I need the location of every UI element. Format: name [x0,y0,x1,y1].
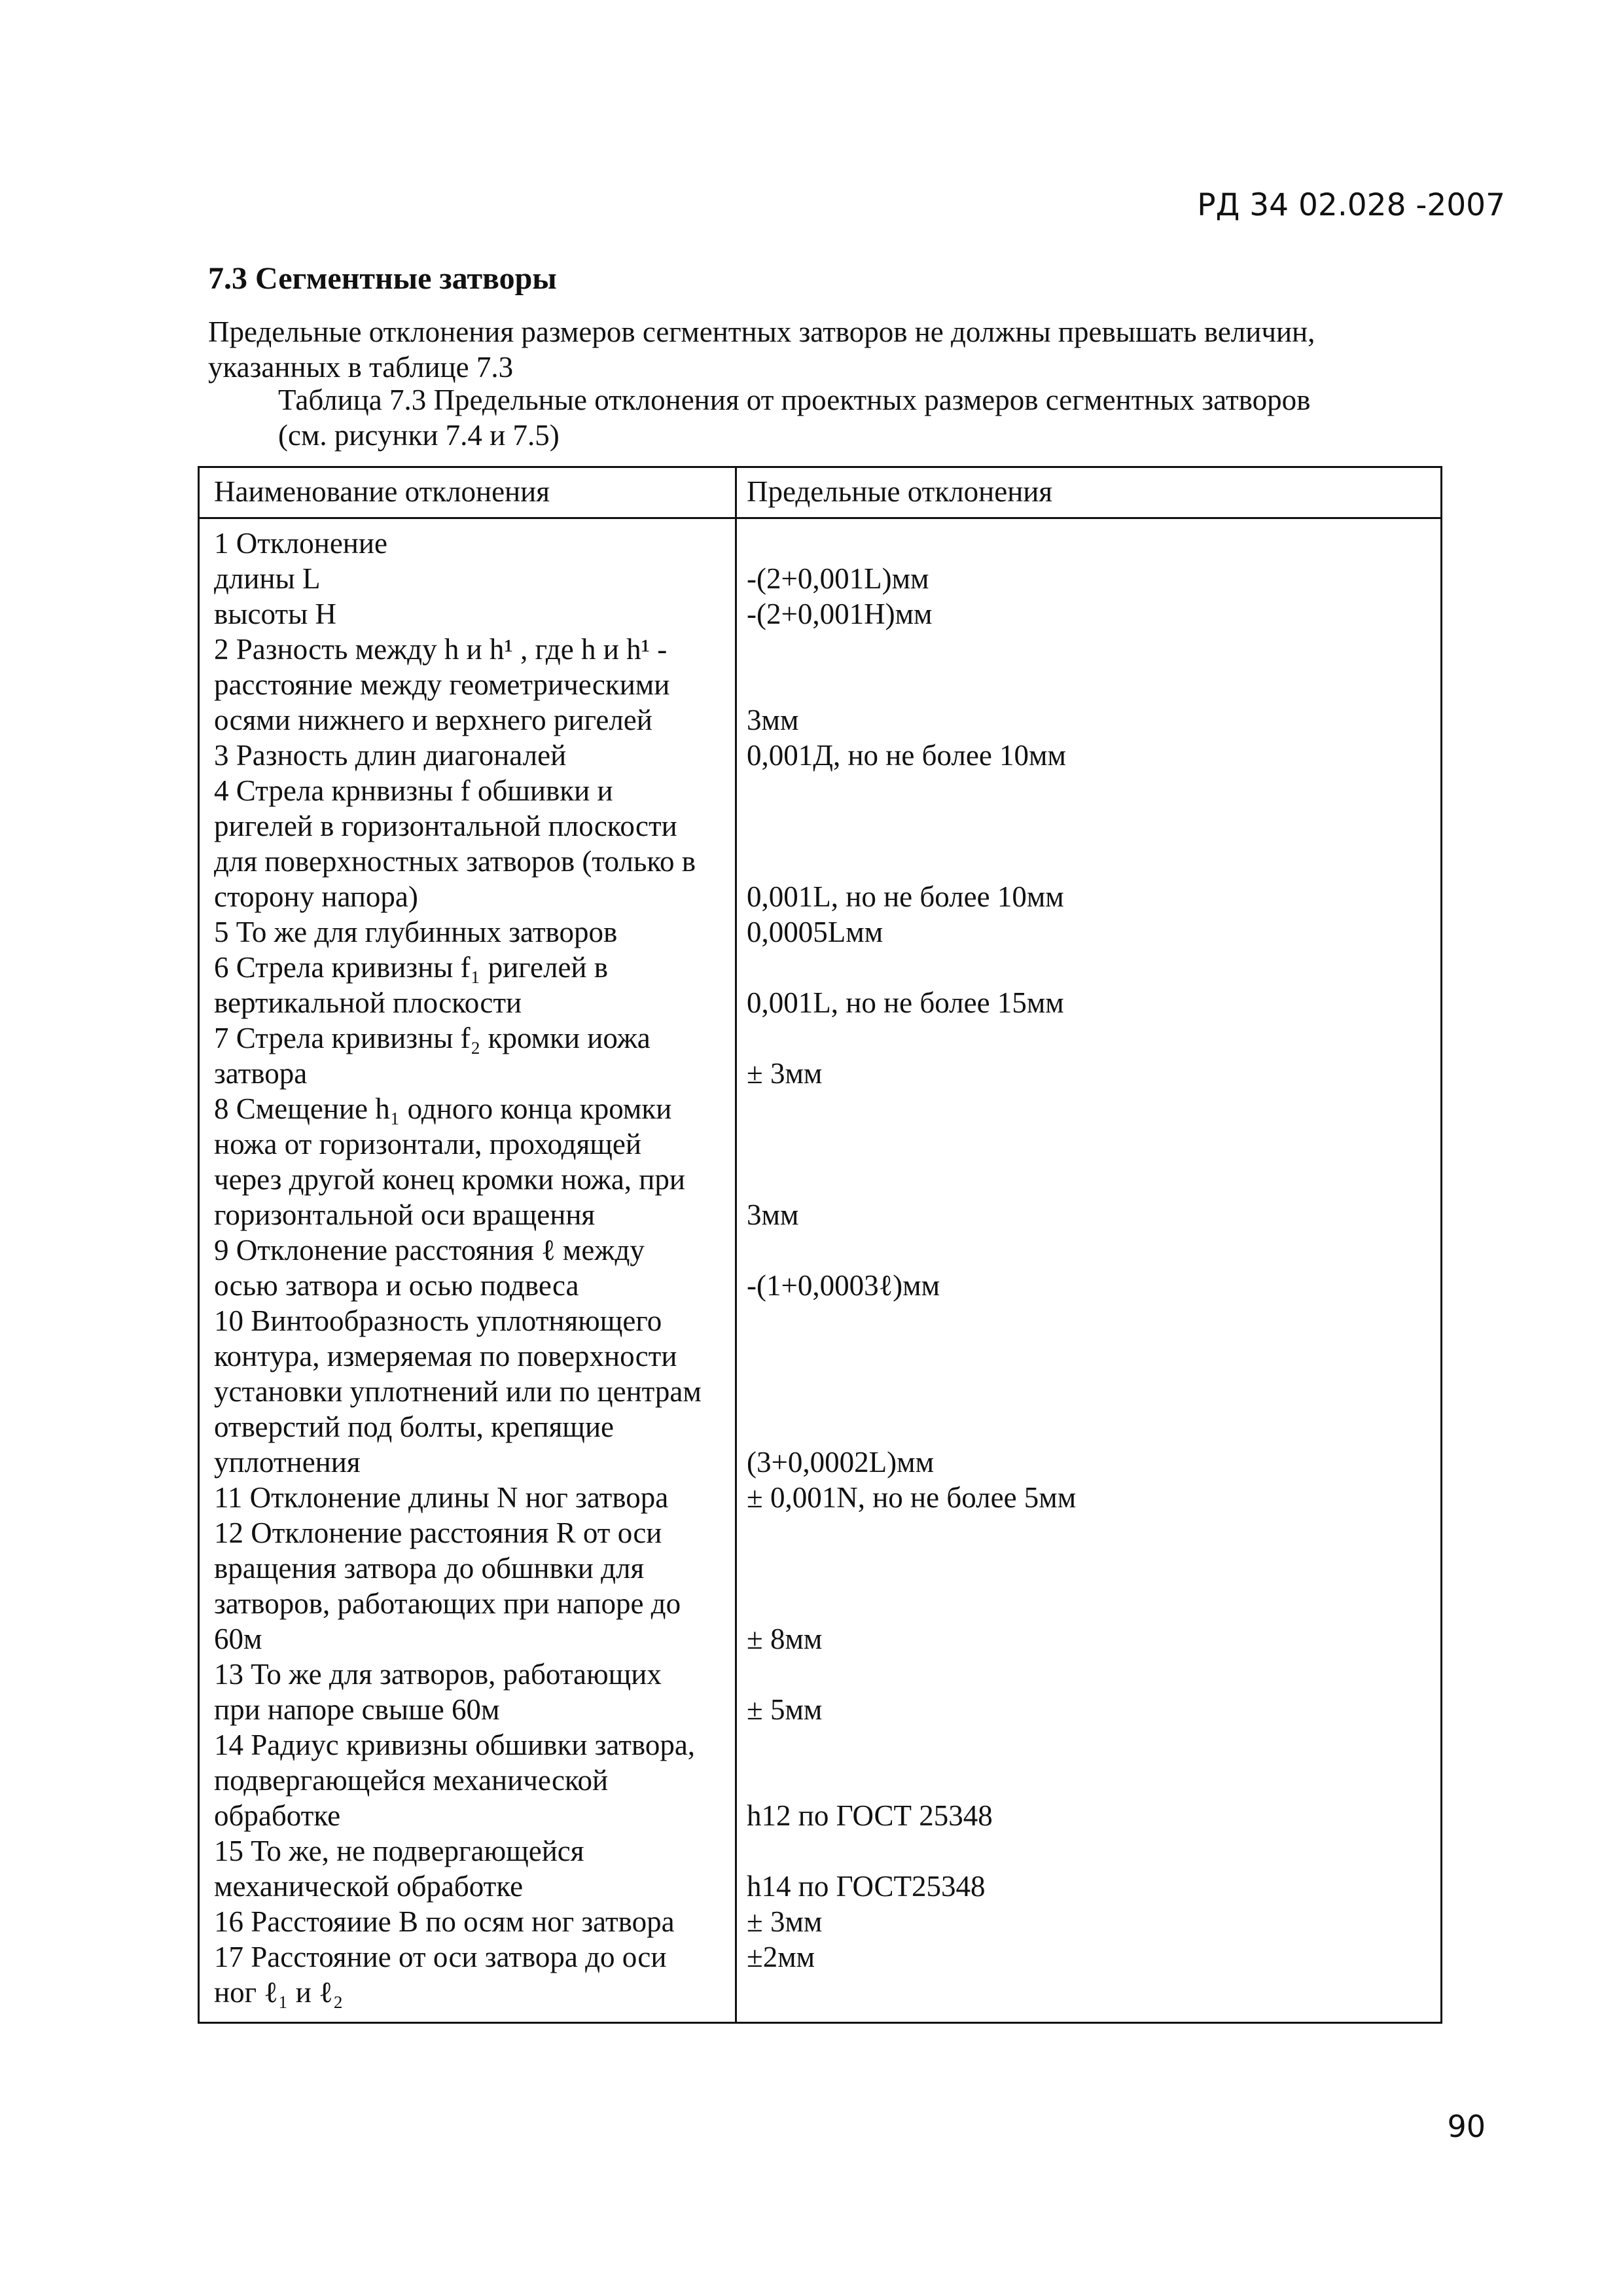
deviation-name-line: вращения затвора до обшнвки для [214,1552,645,1585]
limit-deviation-value: 0,001L, но не более 10мм [747,880,1064,913]
deviation-name-line: ног ℓ₁ и ℓ₂ [214,1976,344,2009]
deviation-name-line: 1 Отклонение [214,527,387,560]
deviation-name-line: обработке [214,1799,341,1832]
deviation-name-line: через другой конец кромки ножа, при [214,1163,685,1196]
intro-line: Предельные отклонения размеров сегментных затворов не должны превышать величин, [208,315,1315,348]
deviation-name-line: сторону напора) [214,880,418,913]
deviation-name-line: уплотнения [214,1446,361,1479]
deviation-name-line: 12 Отклонение расстояния R от оси [214,1516,662,1549]
limit-deviation-value: h12 по ГОСТ 25348 [747,1799,993,1832]
limit-deviation-value: ± 0,001N, но не более 5мм [747,1481,1077,1514]
deviation-name-line: 6 Стрела кривизны f₁ ригелей в [214,951,609,984]
deviation-name-line: подвергающейся механической [214,1764,609,1797]
deviation-name-line: 60м [214,1623,262,1655]
deviation-name-line: 16 Расстояиие B по осям ног затвора [214,1905,675,1938]
deviation-name-line: 15 То же, не подвергающейся [214,1835,584,1867]
deviation-name-line: длины L [214,562,321,595]
limit-deviation-value: (3+0,0002L)мм [747,1446,935,1479]
deviation-name-line: горизонтальной оси вращення [214,1198,596,1231]
deviation-name-line: механической обработке [214,1870,524,1903]
deviation-name-line: ножа от горизонтали, проходящей [214,1128,641,1160]
table-caption [278,382,1456,453]
deviation-name-line: 13 То же для затворов, работающих [214,1658,662,1691]
deviation-name-line: 8 Смещение h₁ одного конца кромки [214,1092,672,1125]
header-limit-deviation: Предельные отклонения [747,475,1053,508]
deviation-name-line: 3 Разность длин диагоналей [214,739,567,772]
deviation-name-line: 10 Винтообразность уплотняющего [214,1304,662,1337]
limit-deviation-value: -(2+0,001H)мм [747,598,933,630]
deviation-name-line: отверстий под болты, крепящие [214,1410,614,1443]
deviation-name-line: 4 Стрела крнвизны f обшивки и [214,774,613,807]
deviation-name-line: затворов, работающих при напоре до [214,1587,681,1620]
limit-deviation-value: 0,001Д, но не более 10мм [747,739,1066,772]
deviation-name-line: осями нижнего и верхнего ригелей [214,704,652,736]
limit-deviation-value: h14 по ГОСТ25348 [747,1870,986,1903]
limit-deviation-value: -(2+0,001L)мм [747,562,929,595]
column-divider [735,468,737,2022]
deviation-name-line: вертикальной плоскости [214,986,522,1019]
limit-deviation-value: ± 5мм [747,1693,823,1726]
limit-deviation-value: 0,0005Lмм [747,916,883,948]
intro-line: указанных в таблице 7.3 [208,351,514,384]
caption-line: (см. рисунки 7.4 и 7.5) [278,419,560,452]
deviation-name-line: 14 Радиус кривизны обшивки затвора, [214,1729,696,1761]
deviation-name-line: установки уплотнений или по центрам [214,1375,702,1408]
header-deviation-name: Наименование отклонения [214,475,550,508]
deviations-table [198,466,1442,2024]
limit-deviation-value: ± 3мм [747,1905,823,1938]
limit-deviation-value: 0,001L, но не более 15мм [747,986,1064,1019]
deviation-name-line: 7 Стрела кривизны f₂ кромки иожа [214,1022,651,1054]
deviation-name-line: высоты H [214,598,337,630]
section-title: 7.3 Сегментные затворы [208,261,557,296]
deviation-name-line: при напоре свыше 60м [214,1693,500,1726]
limit-deviation-value: 3мм [747,704,799,736]
document-code: РД 34 02.028 -2007 [1197,187,1505,223]
deviation-name-line: 2 Разность между h и h¹ , где h и h¹ - [214,633,668,666]
deviation-name-line: 17 Расстояние от оси затвора до оси [214,1941,667,1973]
deviation-name-line: 5 То же для глубинных затворов [214,916,618,948]
deviation-name-line: для поверхностных затворов (только в [214,845,696,878]
page-number: 90 [1447,2109,1486,2144]
limit-deviation-value: ± 8мм [747,1623,823,1655]
limit-deviation-value: ±2мм [747,1941,815,1973]
deviation-name-line: затвора [214,1057,308,1090]
limit-deviation-value: -(1+0,0003ℓ)мм [747,1269,940,1302]
limit-deviation-value: ± 3мм [747,1057,823,1090]
limit-deviation-value: 3мм [747,1198,799,1231]
intro-paragraph [208,314,1452,385]
deviation-name-line: 11 Отклонение длины N ног затвора [214,1481,669,1514]
deviation-name-line: расстояние между геометрическими [214,668,670,701]
deviation-name-line: 9 Отклонение расстояния ℓ между [214,1234,645,1266]
deviation-name-line: контура, измеряемая по поверхности [214,1340,677,1372]
deviation-name-line: осью затвора и осью подвеса [214,1269,579,1302]
caption-line: Таблица 7.3 Предельные отклонения от проектных размеров сегментных затворов [278,384,1311,416]
deviation-name-line: ригелей в горизонтальной плоскости [214,810,677,842]
table-header-row [200,468,1440,519]
